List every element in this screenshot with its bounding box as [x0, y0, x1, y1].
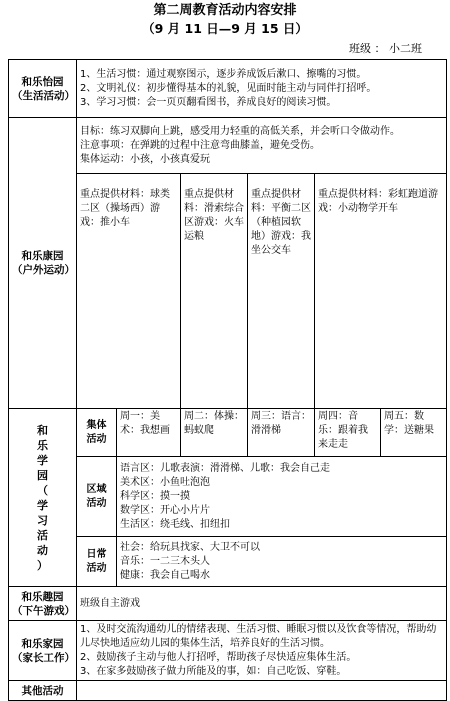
outdoor-area-4: 重点提供材料：彩虹跑道游戏：小动物学开车: [315, 174, 447, 409]
day-thursday: 周四：音乐：跟着我来走走: [315, 409, 381, 457]
outdoor-area-1: 重点提供材料：球类二区（操场西）游戏：推小车: [77, 174, 181, 409]
daily-item: 社会：给玩具找家、大卫不可以: [120, 541, 260, 553]
outdoor-note-text: 注意事项：在弹跳的过程中注意弯曲膝盖，避免受伤。: [80, 139, 320, 151]
day-tuesday: 周二：体操：蚂蚁爬: [181, 409, 248, 457]
outdoor-header: 和乐康园 （户外运动）: [9, 118, 77, 409]
fun-content: 班级自主游戏: [77, 587, 447, 621]
daily-item: 音乐：一二三木头人: [120, 555, 210, 567]
family-item: 2、鼓励孩子主动与他人打招呼，帮助孩子尽快适应集体生活。: [80, 651, 357, 663]
group-activity-label: 集体 活动: [77, 409, 117, 457]
life-header: 和乐怡园 （生活活动）: [9, 60, 77, 118]
area-item: 数学区：开心小片片: [120, 504, 210, 516]
outdoor-goal-text: 目标：练习双脚向上跳，感受用力轻重的高低关系，并会听口令做动作。: [80, 125, 400, 137]
class-label: 班级 ： 小二班: [349, 42, 422, 55]
day-wednesday: 周三：语言：滑滑梯: [248, 409, 315, 457]
life-item: 2、文明礼仪：初步懂得基本的礼貌，见面时能主动与同伴打招呼。: [80, 82, 377, 94]
area-item: 语言区：儿歌表演：滑滑梯、儿歌：我会自己走: [120, 462, 330, 474]
area-item: 科学区：摸一摸: [120, 490, 190, 502]
outdoor-goal: [77, 118, 447, 174]
family-content: [77, 621, 447, 681]
family-item: 1、及时交流沟通幼儿的情绪表现、生活习惯、睡眠习惯以及饮食等情况，帮助幼儿尽快地适应幼儿园的集体生活，培养良好的生活习惯。: [80, 623, 437, 649]
other-header: 其他活动: [9, 681, 77, 701]
family-row: [9, 621, 447, 681]
other-row: [9, 681, 447, 701]
area-activity-content: [117, 457, 447, 537]
outdoor-area-2: 重点提供材料：滑索综合区游戏：火车运粮: [181, 174, 248, 409]
life-item: 3、学习习惯：会一页页翻看图书，养成良好的阅读习惯。: [80, 96, 337, 108]
daily-item: 健康：我会自己喝水: [120, 569, 210, 581]
learning-header: 和 乐 学 园 （ 学 习 活 动 ）: [9, 409, 77, 587]
fun-row: [9, 587, 447, 621]
family-item: 3、在家多鼓励孩子做力所能及的事，如：自己吃饭、穿鞋。: [80, 665, 347, 677]
outdoor-area-3: 重点提供材料：平衡二区（种植园软地）游戏：我坐公交车: [248, 174, 315, 409]
other-content: [77, 681, 447, 701]
date-range: （9 月 11 日—9 月 15 日）: [142, 21, 308, 36]
page-title: 第二周教育活动内容安排: [153, 3, 297, 18]
learning-group-row: [9, 409, 447, 457]
life-row: [9, 60, 447, 118]
life-content: [77, 60, 447, 118]
area-item: 美术区：小鱼吐泡泡: [120, 476, 210, 488]
schedule-table: [8, 59, 447, 701]
day-monday: 周一：美术：我想画: [117, 409, 181, 457]
family-header: 和乐家园 （家长工作）: [9, 621, 77, 681]
fun-header: 和乐趣园 （下午游戏）: [9, 587, 77, 621]
area-item: 生活区：绕毛线、扣纽扣: [120, 518, 230, 530]
outdoor-goal-row: [9, 118, 447, 174]
life-item: 1、生活习惯：通过观察图示，逐步养成饭后漱口、擦嘴的习惯。: [80, 68, 367, 80]
daily-activity-content: [117, 537, 447, 587]
area-activity-label: 区域 活动: [77, 457, 117, 537]
day-friday: 周五：数学：送糖果: [381, 409, 447, 457]
daily-activity-label: 日常 活动: [77, 537, 117, 587]
outdoor-group-game: 集体运动：小孩，小孩真爱玩: [80, 153, 210, 165]
